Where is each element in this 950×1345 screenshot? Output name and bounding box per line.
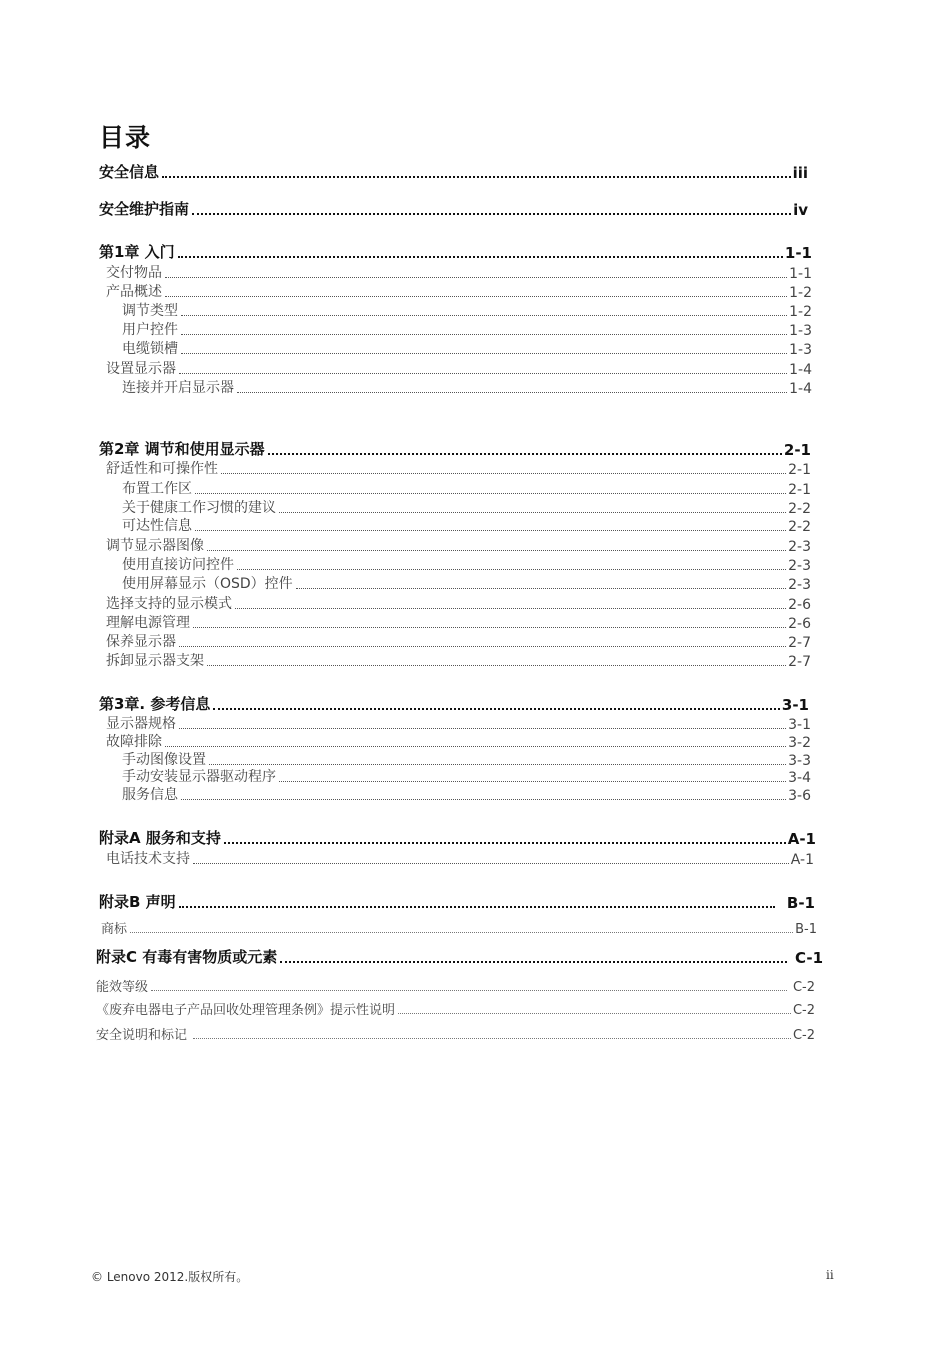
page-title: 目录 xyxy=(99,123,152,152)
toc-entry[interactable] xyxy=(96,975,815,995)
toc-label: 调节类型 xyxy=(122,303,178,319)
toc-page: 3-3 xyxy=(788,753,811,769)
toc-label: 保养显示器 xyxy=(106,634,176,650)
toc-label: 使用屏幕显示（OSD）控件 xyxy=(122,576,293,592)
toc-page: 2-3 xyxy=(788,558,811,574)
toc-entry[interactable] xyxy=(122,766,811,786)
toc-entry[interactable] xyxy=(106,281,812,301)
toc-page: C-2 xyxy=(792,980,815,995)
toc-entry[interactable] xyxy=(122,319,812,339)
toc-page: 3-2 xyxy=(788,735,811,751)
toc-entry[interactable] xyxy=(96,947,823,967)
toc-label: 显示器规格 xyxy=(106,716,176,732)
toc-label: 可达性信息 xyxy=(122,518,192,534)
toc-label: 产品概述 xyxy=(106,284,162,300)
toc-label: 布置工作区 xyxy=(122,481,192,497)
toc-entry[interactable] xyxy=(122,338,812,358)
toc-page: 2-2 xyxy=(788,519,811,535)
toc-entry[interactable] xyxy=(122,300,812,320)
toc-page: 2-6 xyxy=(788,597,811,613)
toc-page: 3-1 xyxy=(788,717,811,733)
toc-entry[interactable] xyxy=(106,458,811,478)
toc-page: 2-3 xyxy=(788,539,811,555)
toc-label: 附录B 声明 xyxy=(99,893,176,911)
toc-entry[interactable] xyxy=(106,262,812,282)
toc-entry[interactable] xyxy=(99,694,809,714)
toc-entry[interactable] xyxy=(106,848,814,868)
toc-label: 《废弃电器电子产品回收处理管理条例》提示性说明 xyxy=(96,1003,396,1018)
toc-page: 2-6 xyxy=(788,616,811,632)
toc-page: 1-3 xyxy=(789,342,812,358)
toc-page: C-2 xyxy=(792,1003,815,1018)
toc-entry[interactable] xyxy=(96,998,815,1018)
toc-label: 安全说明和标记 xyxy=(96,1028,188,1043)
copyright-text: © Lenovo 2012.版权所有。 xyxy=(91,1270,249,1284)
toc-page: 2-1 xyxy=(783,441,811,459)
toc-entry[interactable] xyxy=(99,162,808,182)
toc-entry[interactable] xyxy=(122,554,811,574)
toc-label: 用户控件 xyxy=(122,322,178,338)
toc-page: 3-1 xyxy=(781,696,809,714)
toc-label: 服务信息 xyxy=(122,787,178,803)
toc-page: 1-2 xyxy=(789,304,812,320)
toc-label: 交付物品 xyxy=(106,265,162,281)
toc-entry[interactable] xyxy=(122,497,811,517)
toc-label: 舒适性和可操作性 xyxy=(106,461,218,477)
toc-page: C-1 xyxy=(794,949,823,967)
toc-page: 2-1 xyxy=(788,462,811,478)
toc-entry[interactable] xyxy=(106,612,811,632)
toc-entry[interactable] xyxy=(106,650,811,670)
toc-label: 设置显示器 xyxy=(106,361,176,377)
toc-label: 电话技术支持 xyxy=(106,851,190,867)
toc-entry[interactable] xyxy=(101,917,817,937)
toc-label: 调节显示器图像 xyxy=(106,538,204,554)
toc-entry[interactable] xyxy=(106,731,811,751)
toc-page: iii xyxy=(792,164,808,182)
toc-page: 3-6 xyxy=(788,788,811,804)
toc-label: 连接并开启显示器 xyxy=(122,380,234,396)
toc-label: 安全维护指南 xyxy=(99,200,190,218)
toc-label: 手动安装显示器驱动程序 xyxy=(122,769,276,785)
toc-page: 2-7 xyxy=(788,635,811,651)
toc-label: 能效等级 xyxy=(96,980,149,995)
toc-label: 手动图像设置 xyxy=(122,752,206,768)
toc-entry[interactable] xyxy=(99,242,812,262)
toc-page: 2-7 xyxy=(788,654,811,670)
toc-label: 安全信息 xyxy=(99,163,160,181)
toc-entry[interactable] xyxy=(106,631,811,651)
toc-entry[interactable] xyxy=(106,713,811,733)
toc-label: 选择支持的显示模式 xyxy=(106,596,232,612)
toc-label: 电缆锁槽 xyxy=(122,341,178,357)
toc-entry[interactable] xyxy=(106,535,811,555)
toc-label: 第3章. 参考信息 xyxy=(99,695,211,713)
toc-page: 1-1 xyxy=(789,266,812,282)
toc-page: 3-4 xyxy=(788,770,811,786)
toc-page: 1-4 xyxy=(789,381,812,397)
toc-entry[interactable] xyxy=(122,377,812,397)
toc-page: 1-4 xyxy=(789,362,812,378)
toc-page: 1-2 xyxy=(789,285,812,301)
toc-page: B-1 xyxy=(795,922,817,937)
toc-page: 2-2 xyxy=(788,501,811,517)
toc-entry[interactable] xyxy=(99,439,811,459)
toc-page: A-1 xyxy=(790,852,814,868)
toc-entry[interactable] xyxy=(99,199,808,219)
toc-entry[interactable] xyxy=(122,573,811,593)
toc-page: iv xyxy=(793,201,808,219)
toc-entry[interactable] xyxy=(99,828,816,848)
toc-entry[interactable] xyxy=(122,478,811,498)
toc-label: 商标 xyxy=(101,922,128,937)
toc-page: B-1 xyxy=(786,894,815,912)
toc-label: 关于健康工作习惯的建议 xyxy=(122,500,276,516)
page-number: ii xyxy=(826,1268,834,1282)
toc-entry[interactable] xyxy=(96,1023,815,1043)
toc-label: 第2章 调节和使用显示器 xyxy=(99,440,265,458)
toc-entry[interactable] xyxy=(122,784,811,804)
toc-label: 第1章 入门 xyxy=(99,243,175,261)
toc-label: 理解电源管理 xyxy=(106,615,190,631)
toc-label: 拆卸显示器支架 xyxy=(106,653,204,669)
toc-page: 1-1 xyxy=(784,244,812,262)
toc-page: 1-3 xyxy=(789,323,812,339)
toc-label: 使用直接访问控件 xyxy=(122,557,234,573)
toc-page: 2-3 xyxy=(788,577,811,593)
toc-page: C-2 xyxy=(792,1028,815,1043)
toc-label: 附录A 服务和支持 xyxy=(99,829,221,847)
toc-entry[interactable] xyxy=(122,515,811,535)
toc-label: 故障排除 xyxy=(106,734,162,750)
toc-page: A-1 xyxy=(787,830,816,848)
toc-label: 附录C 有毒有害物质或元素 xyxy=(96,948,278,966)
toc-entry[interactable] xyxy=(106,593,811,613)
toc-page: 2-1 xyxy=(788,482,811,498)
toc-entry[interactable] xyxy=(99,892,815,912)
toc-entry[interactable] xyxy=(106,358,812,378)
